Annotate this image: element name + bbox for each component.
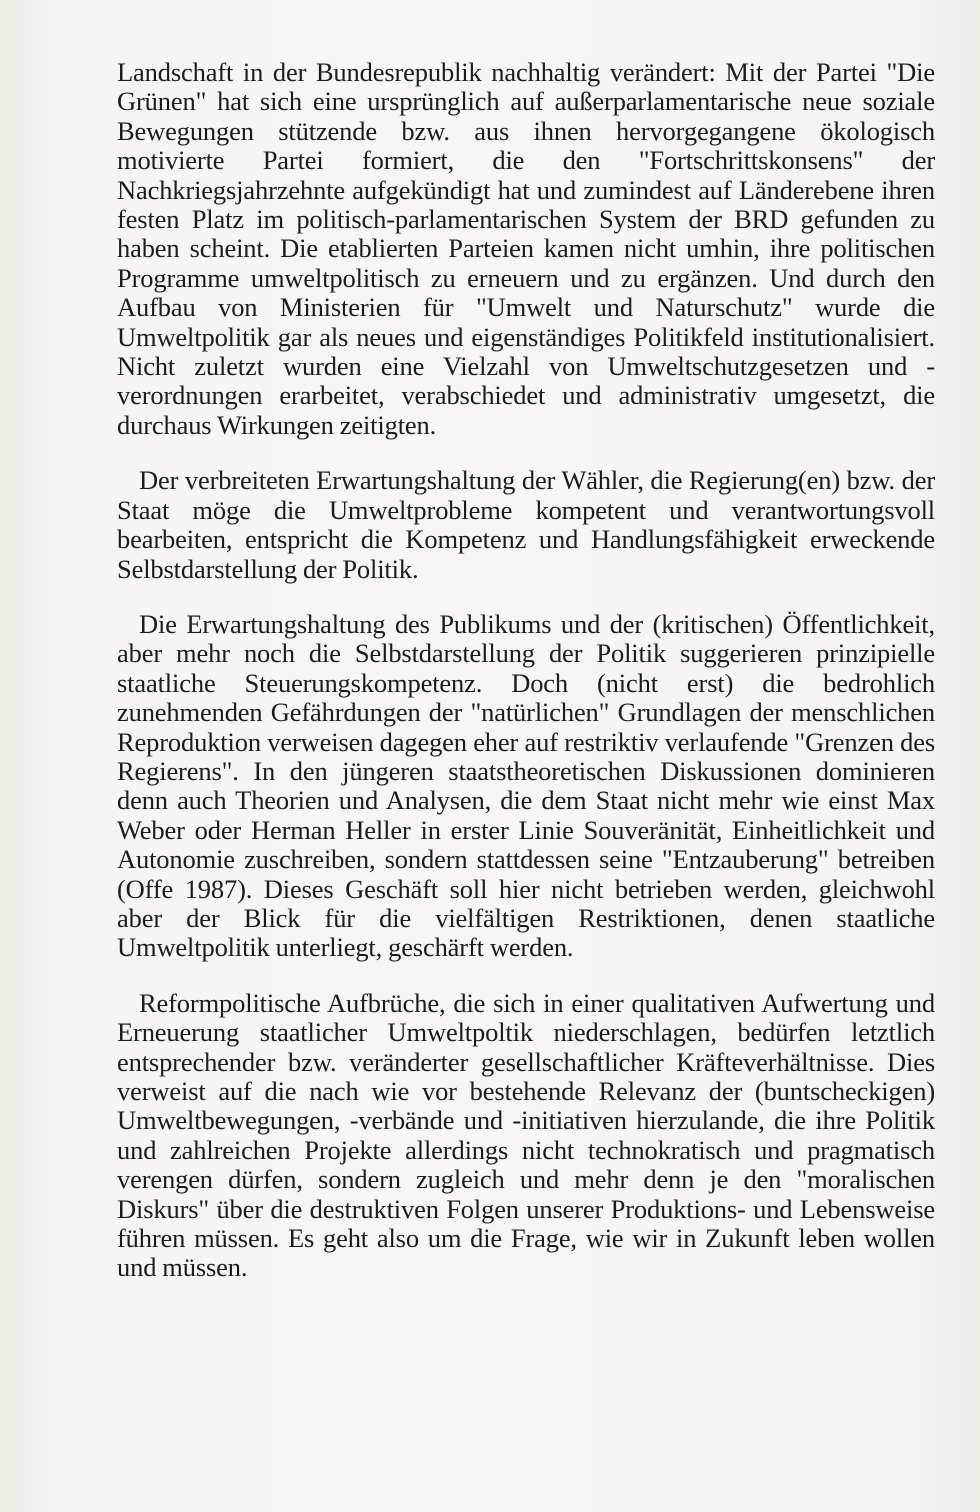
paragraph-4: Reformpolitische Aufbrüche, die sich in einer qualitativen Aufwertung und Erneuerung staatlicher Umweltpoltik niederschlagen, bedürfen letztlich entsprechender bzw. veränderter gesellschaftlicher Kräfteverhältnisse. Dies verweist auf die nach wie vor bestehende Relevanz der (buntscheckigen) Umweltbewegungen, -verbände und -initiativen hierzulande, die ihre Politik und zahlreichen Projekte allerdings nicht technokratisch und pragmatisch verengen dürfen, sondern zugleich und mehr denn je den "moralischen Diskurs" über die destruktiven Folgen unserer Produktions- und Lebensweise führen müssen. Es geht also um die Frage, wie wir in Zukunft leben wollen und müssen. bbox=[117, 987, 935, 1283]
paragraph-3: Die Erwartungshaltung des Publikums und der (kritischen) Öffentlichkeit, aber mehr noch die Selbstdarstellung der Politik suggerieren prinzipielle staatliche Steuerungskompetenz. Doch (nicht erst) die bedrohlich zunehmenden Gefährdungen der "natürlichen" Grundlagen der menschlichen Reproduktion verweisen dagegen eher auf restriktiv verlaufende "Grenzen des Regierens". In den jüngeren staatstheoretischen Diskussionen dominieren denn auch Theorien und Analysen, die dem Staat nicht mehr wie einst Max Weber oder Herman Heller in erster Linie Souveränität, Einheitlichkeit und Autonomie zuschreiben, sondern stattdessen seine "Entzauberung" betreiben (Offe 1987). Dieses Geschäft soll hier nicht betrieben werden, gleichwohl aber der Blick für die vielfältigen Restriktionen, denen staatliche Umweltpolitik unterliegt, geschärft werden. bbox=[117, 608, 935, 963]
paragraph-1: Landschaft in der Bundesrepublik nachhaltig verändert: Mit der Partei "Die Grünen" hat sich eine ursprünglich auf außerparlamentarische neue soziale Bewegungen stützende bzw. aus ihnen hervorgegangene ökologisch motivierte Partei formiert, die den "Fortschrittskonsens" der Nachkriegsjahrzehnte aufgekündigt hat und zumindest auf Länderebene ihren festen Platz im politisch-parlamentarischen System der BRD gefunden zu haben scheint. Die etablierten Parteien kamen nicht umhin, ihre politischen Programme umweltpolitisch zu erneuern und zu ergänzen. Und durch den Aufbau von Ministerien für "Umwelt und Naturschutz" wurde die Umweltpolitik gar als neues und eigenständiges Politikfeld institutionalisiert. Nicht zuletzt wurden eine Vielzahl von Umweltschutzgesetzen und -verordnungen erarbeitet, verabschiedet und administrativ umgesetzt, die durchaus Wirkungen zeitigten. bbox=[117, 57, 935, 440]
paragraph-2: Der verbreiteten Erwartungshaltung der Wähler, die Regierung(en) bzw. der Staat möge die Umweltprobleme kompetent und verantwortungsvoll bearbeiten, entspricht die Kompetenz und Handlungsfähigkeit erweckende Selbstdarstellung der Politik. bbox=[117, 465, 935, 584]
body-text bbox=[117, 58, 935, 1283]
